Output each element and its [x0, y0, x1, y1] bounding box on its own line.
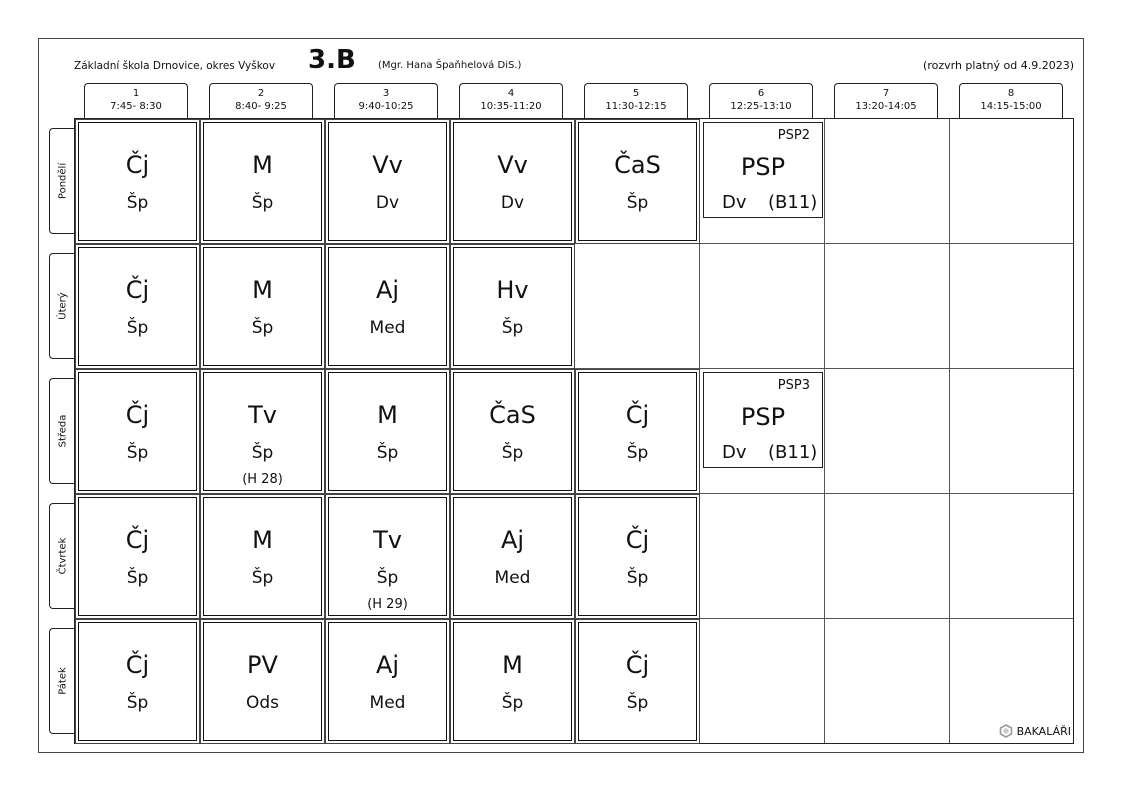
lesson-cell: [200, 494, 325, 619]
lesson-teacher: Šp: [251, 568, 274, 588]
period-time: 11:30-12:15: [605, 101, 667, 112]
lesson-box: [578, 122, 697, 241]
lesson-subject: PSP: [740, 153, 786, 181]
bakalari-logo-icon: [999, 724, 1013, 738]
lesson-box: [578, 622, 697, 741]
period-header: [834, 83, 938, 119]
lesson-teacher: Šp: [126, 443, 149, 463]
lesson-box: [203, 372, 322, 491]
lesson-teacher: Šp: [501, 318, 524, 338]
day-label: Pondělí: [57, 162, 68, 200]
lesson-room: (H 29): [367, 597, 408, 612]
lesson-subject: Tv: [373, 526, 402, 554]
day-tab: [49, 128, 75, 234]
lesson-cell: [325, 369, 450, 494]
lesson-cell: [575, 619, 700, 744]
lesson-box: [578, 497, 697, 616]
lesson-cell: [75, 119, 200, 244]
lesson-cell: [575, 369, 700, 494]
lesson-cell: [325, 494, 450, 619]
lesson-cell: [200, 119, 325, 244]
lesson-box: [453, 372, 572, 491]
lesson-box: [78, 497, 197, 616]
lesson-teacher: Dv: [722, 192, 747, 213]
lesson-box: [78, 122, 197, 241]
lesson-subject: Vv: [372, 151, 403, 179]
lesson-teacher: Šp: [126, 568, 149, 588]
lesson-box: [453, 497, 572, 616]
lesson-teacher: Med: [494, 568, 531, 588]
lesson-subject: ČaS: [614, 151, 661, 179]
lesson-subject: M: [252, 276, 273, 304]
lesson-subject: Aj: [375, 651, 400, 679]
lesson-teacher: Dv: [722, 442, 747, 463]
period-time: 14:15-15:00: [980, 101, 1042, 112]
lesson-cell: [450, 119, 575, 244]
day-tab: [49, 378, 75, 484]
lesson-teacher: Šp: [251, 193, 274, 213]
lesson-cell: [450, 369, 575, 494]
lesson-teacher: Šp: [501, 693, 524, 713]
lesson-subject: M: [502, 651, 523, 679]
lesson-cell: [450, 619, 575, 744]
lesson-subject: Hv: [496, 276, 529, 304]
period-time: 12:25-13:10: [730, 101, 792, 112]
lesson-teacher: Šp: [626, 443, 649, 463]
period-time: 9:40-10:25: [358, 101, 414, 112]
period-time: 13:20-14:05: [855, 101, 917, 112]
period-number: 2: [257, 88, 265, 99]
group-label: PSP3: [777, 378, 810, 393]
lesson-room: (H 28): [242, 472, 283, 487]
day-label: Středa: [57, 414, 68, 448]
period-number: 4: [507, 88, 515, 99]
period-header: [334, 83, 438, 119]
lesson-teacher: Med: [369, 693, 406, 713]
lesson-teacher: Šp: [501, 443, 524, 463]
lesson-cell: [325, 119, 450, 244]
period-header: [84, 83, 188, 119]
lesson-box: [453, 122, 572, 241]
brand-logo: [999, 724, 1071, 738]
lesson-subject: PSP: [740, 403, 786, 431]
lesson-subject: Čj: [125, 401, 150, 429]
lesson-box: [328, 122, 447, 241]
lesson-box: [578, 372, 697, 491]
lesson-subject: Aj: [375, 276, 400, 304]
lesson-box: [453, 622, 572, 741]
lesson-subject: ČaS: [489, 401, 536, 429]
lesson-cell: [450, 244, 575, 369]
day-tab: [49, 253, 75, 359]
lesson-cell: [575, 494, 700, 619]
period-header: [209, 83, 313, 119]
lesson-subject: Aj: [500, 526, 525, 554]
school-name: Základní škola Drnovice, okres Vyškov: [74, 60, 276, 72]
period-number: 3: [382, 88, 390, 99]
lesson-subject: Čj: [125, 151, 150, 179]
lesson-box: [203, 247, 322, 366]
lesson-subject: PV: [247, 651, 278, 679]
day-label: Úterý: [57, 292, 68, 320]
lesson-box: [328, 622, 447, 741]
period-header: [584, 83, 688, 119]
lesson-teacher: Šp: [251, 443, 274, 463]
grid-column-line: [824, 119, 825, 743]
period-header: [959, 83, 1063, 119]
lesson-room: (B11): [768, 192, 818, 213]
brand-name: BAKALÁŘI: [1016, 724, 1071, 738]
group-lesson-cell: [703, 122, 823, 218]
lesson-cell: [75, 244, 200, 369]
lesson-cell: [75, 494, 200, 619]
lesson-teacher: Šp: [251, 318, 274, 338]
lesson-subject: M: [377, 401, 398, 429]
day-tab: [49, 628, 75, 734]
lesson-subject: M: [252, 526, 273, 554]
group-lesson-cell: [703, 372, 823, 468]
lesson-box: [78, 372, 197, 491]
period-number: 1: [132, 88, 140, 99]
lesson-teacher: Šp: [126, 318, 149, 338]
grid-column-line: [949, 119, 950, 743]
lesson-subject: Čj: [625, 651, 650, 679]
lesson-box: [78, 622, 197, 741]
period-number: 5: [632, 88, 640, 99]
class-teacher: (Mgr. Hana Špaňhelová DiS.): [378, 60, 522, 71]
class-name: 3.B: [308, 45, 356, 75]
lesson-cell: [75, 369, 200, 494]
day-label: Čtvrtek: [57, 537, 68, 575]
lesson-box: [328, 372, 447, 491]
lesson-subject: Čj: [125, 276, 150, 304]
lesson-teacher: Šp: [626, 693, 649, 713]
period-time: 7:45- 8:30: [110, 101, 162, 112]
lesson-subject: Čj: [625, 401, 650, 429]
lesson-teacher: Šp: [126, 193, 149, 213]
lesson-cell: [450, 494, 575, 619]
period-time: 8:40- 9:25: [235, 101, 287, 112]
lesson-teacher: Ods: [245, 693, 280, 713]
lesson-box: [78, 247, 197, 366]
period-number: 8: [1007, 88, 1015, 99]
lesson-teacher: Dv: [375, 193, 400, 213]
lesson-cell: [325, 244, 450, 369]
lesson-teacher: Šp: [376, 443, 399, 463]
lesson-cell: [200, 619, 325, 744]
lesson-box: [328, 247, 447, 366]
period-header: [709, 83, 813, 119]
lesson-subject: Čj: [125, 526, 150, 554]
valid-from: (rozvrh platný od 4.9.2023): [923, 59, 1074, 72]
lesson-box: [453, 247, 572, 366]
lesson-subject: Vv: [497, 151, 528, 179]
period-time: 10:35-11:20: [480, 101, 542, 112]
lesson-cell: [325, 619, 450, 744]
lesson-teacher: Šp: [626, 568, 649, 588]
lesson-teacher: Dv: [500, 193, 525, 213]
lesson-box: [203, 497, 322, 616]
lesson-teacher: Med: [369, 318, 406, 338]
lesson-cell: [200, 369, 325, 494]
lesson-box: [328, 497, 447, 616]
group-label: PSP2: [777, 128, 810, 143]
lesson-teacher: Šp: [126, 693, 149, 713]
period-header: [459, 83, 563, 119]
lesson-subject: Čj: [625, 526, 650, 554]
lesson-cell: [575, 119, 700, 244]
lesson-subject: Tv: [248, 401, 277, 429]
lesson-teacher: Šp: [626, 193, 649, 213]
period-number: 6: [757, 88, 765, 99]
lesson-cell: [200, 244, 325, 369]
day-tab: [49, 503, 75, 609]
day-label: Pátek: [57, 667, 68, 695]
period-number: 7: [882, 88, 890, 99]
lesson-subject: Čj: [125, 651, 150, 679]
lesson-teacher: Šp: [376, 568, 399, 588]
timetable-grid: [74, 118, 1074, 744]
lesson-box: [203, 122, 322, 241]
lesson-box: [203, 622, 322, 741]
lesson-cell: [75, 619, 200, 744]
lesson-subject: M: [252, 151, 273, 179]
lesson-room: (B11): [768, 442, 818, 463]
